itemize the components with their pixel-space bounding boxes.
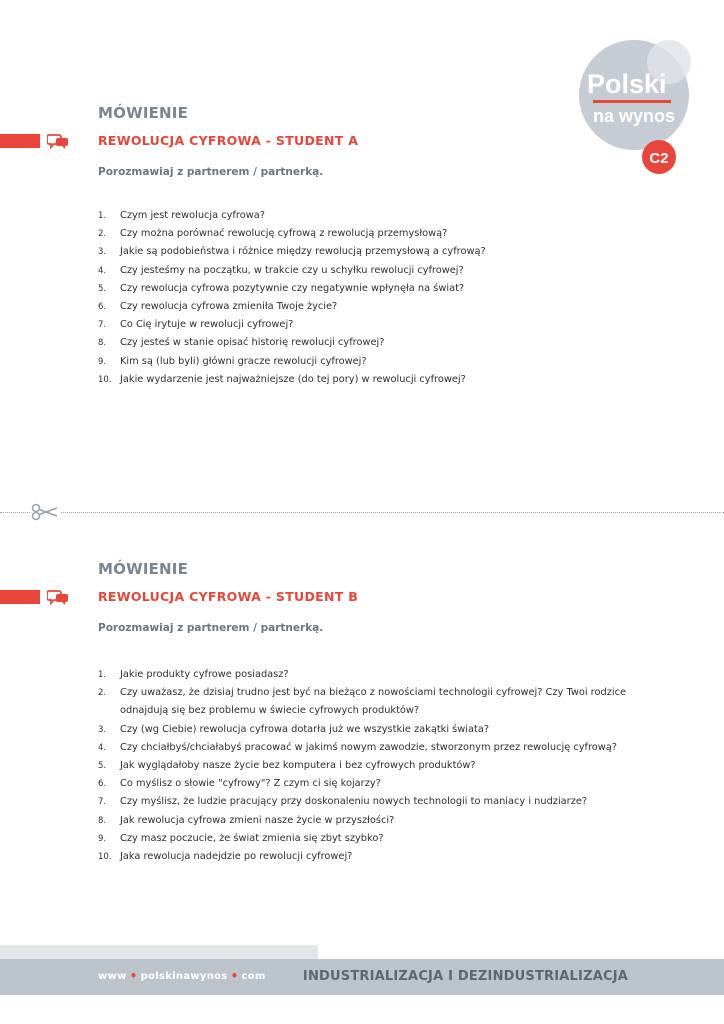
question-number: 6. xyxy=(98,302,107,313)
question-item xyxy=(98,298,626,316)
scissors-icon xyxy=(30,502,60,522)
section-a-instruction: Porozmawiaj z partnerem / partnerką. xyxy=(98,166,324,178)
question-item xyxy=(98,812,626,830)
question-number: 5. xyxy=(98,761,107,772)
brand-logo xyxy=(571,40,691,174)
question-text: Czy można porównać rewolucję cyfrową z rewolucją przemysłową? xyxy=(120,228,448,240)
question-number: 9. xyxy=(98,356,107,367)
question-number: 3. xyxy=(98,724,107,735)
section-b-subtitle: REWOLUCJA CYFROWA - STUDENT B xyxy=(98,589,359,604)
cut-line xyxy=(0,512,724,513)
question-text: Czy jesteś w stanie opisać historię rewolucji cyfrowej? xyxy=(120,337,385,349)
question-item xyxy=(98,757,626,775)
question-item xyxy=(98,793,626,811)
question-number: 7. xyxy=(98,797,107,808)
question-item xyxy=(98,775,626,793)
section-a-subtitle: REWOLUCJA CYFROWA - STUDENT A xyxy=(98,133,359,148)
level-badge: C2 xyxy=(649,150,669,167)
question-text: Czy rewolucja cyfrowa pozytywnie czy negatywnie wpłynęła na świat? xyxy=(120,282,465,294)
question-number: 9. xyxy=(98,833,107,844)
question-number: 4. xyxy=(98,265,107,276)
question-item xyxy=(98,666,626,684)
question-number: 10. xyxy=(98,374,112,385)
section-b-heading: MÓWIENIE xyxy=(98,560,189,578)
logo-line2: na wynos xyxy=(593,106,676,126)
section-a-question-list xyxy=(98,207,626,389)
question-text: Czym jest rewolucja cyfrowa? xyxy=(120,210,265,221)
question-item xyxy=(98,721,626,739)
question-number: 1. xyxy=(98,211,107,221)
question-number: 2. xyxy=(98,688,107,699)
section-a-red-bar xyxy=(0,134,40,148)
question-text: Co myślisz o słowie "cyfrowy"? Z czym ci się kojarzy? xyxy=(120,778,381,790)
question-text: Jaka rewolucja nadejdzie po rewolucji cyfrowej? xyxy=(120,851,353,863)
question-number: 3. xyxy=(98,247,107,258)
logo-line1: Polski xyxy=(587,69,667,99)
footer-url-dot: • xyxy=(129,969,138,983)
question-number: 4. xyxy=(98,742,107,753)
speech-bubbles-icon xyxy=(47,132,69,150)
question-item xyxy=(98,316,626,334)
question-number: 6. xyxy=(98,779,107,790)
question-item xyxy=(98,739,626,757)
question-item xyxy=(98,280,626,298)
question-text: Jakie są podobieństwa i różnice między rewolucją przemysłową a cyfrową? xyxy=(120,246,486,258)
question-item xyxy=(98,262,626,280)
question-number: 7. xyxy=(98,320,107,331)
section-a-heading: MÓWIENIE xyxy=(98,104,189,122)
question-text: Czy (wg Ciebie) rewolucja cyfrowa dotarła już we wszystkie zakątki świata? xyxy=(120,723,490,735)
question-number: 1. xyxy=(98,670,107,680)
section-b-instruction: Porozmawiaj z partnerem / partnerką. xyxy=(98,622,324,634)
question-number: 8. xyxy=(98,815,107,826)
question-item xyxy=(98,225,626,243)
question-text: Jak wyglądałoby nasze życie bez komputera i bez cyfrowych produktów? xyxy=(120,760,476,772)
question-text: Czy chciałbyś/chciałabyś pracować w jakimś nowym zawodzie, stworzonym przez rewolucję cyfrową? xyxy=(120,741,617,753)
question-item xyxy=(98,353,626,371)
question-item xyxy=(98,334,626,352)
question-number: 8. xyxy=(98,338,107,349)
question-number: 10. xyxy=(98,852,112,863)
question-text: Jak rewolucja cyfrowa zmieni nasze życie w przyszłości? xyxy=(120,814,395,826)
question-text: Czy rewolucja cyfrowa zmieniła Twoje życie? xyxy=(120,301,338,313)
question-text: Czy masz poczucie, że świat zmienia się zbyt szybko? xyxy=(120,832,384,844)
speech-bubbles-icon xyxy=(47,588,69,606)
question-text: Kim są (lub byli) główni gracze rewolucji cyfrowej? xyxy=(120,355,367,367)
question-text: Jakie produkty cyfrowe posiadasz? xyxy=(120,669,289,680)
footer-url-part-1: www xyxy=(98,970,127,982)
question-text: Czy jesteśmy na początku, w trakcie czy u schyłku rewolucji cyfrowej? xyxy=(120,264,464,276)
question-number: 5. xyxy=(98,283,107,294)
question-text: Czy myślisz, że ludzie pracujący przy doskonaleniu nowych technologii to maniacy i nudziarze? xyxy=(120,796,588,808)
footer-accent-band xyxy=(0,945,318,959)
question-text: Co Cię irytuje w rewolucji cyfrowej? xyxy=(120,319,294,331)
footer-url-part-3: com xyxy=(241,970,266,982)
footer-url-part-2: polskinawynos xyxy=(140,970,228,982)
question-item xyxy=(98,371,626,389)
question-item xyxy=(98,207,626,225)
section-b-question-list xyxy=(98,666,626,866)
footer-website-link[interactable] xyxy=(98,969,266,983)
question-number: 2. xyxy=(98,229,107,240)
question-text: Jakie wydarzenie jest najważniejsze (do tej pory) w rewolucji cyfrowej? xyxy=(120,373,466,385)
footer-url-dot: • xyxy=(230,969,239,983)
question-item xyxy=(98,243,626,261)
question-item xyxy=(98,848,626,866)
question-text: Czy uważasz, że dzisiaj trudno jest być na bieżąco z nowościami technologii cyfrowej? Czy Twoi rodzice odnajdują się bez problemu w świecie cyfrowych produktów? xyxy=(120,687,626,717)
question-item xyxy=(98,684,626,720)
section-b-red-bar xyxy=(0,590,40,604)
footer-topic: INDUSTRIALIZACJA I DEZINDUSTRIALIZACJA xyxy=(302,969,628,984)
question-item xyxy=(98,830,626,848)
